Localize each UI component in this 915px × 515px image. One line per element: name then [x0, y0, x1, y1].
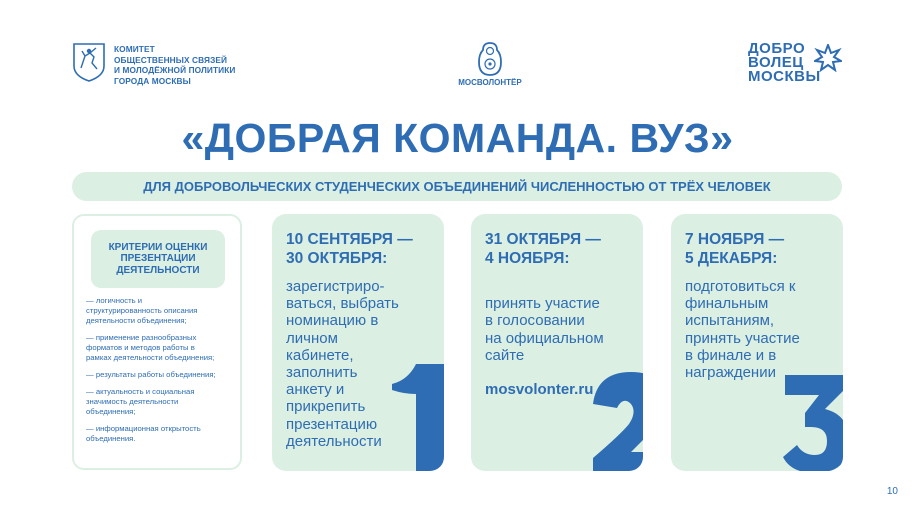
logo-line-3: МОСКВЫ [748, 68, 821, 85]
mosvolonter-name: МОСВОЛОНТЁР [458, 78, 522, 87]
criteria-box [72, 214, 242, 470]
page-number: 10 [886, 486, 898, 497]
moscow-coat-of-arms-icon [72, 42, 106, 82]
criteria-item: — информационная открытость объединения. [86, 424, 201, 443]
mosvolonter-link[interactable]: mosvolonter.ru [485, 381, 594, 399]
logo-line-2: ВОЛЕЦ [748, 54, 804, 71]
stage-number-3 [781, 369, 843, 471]
stage-card-1 [272, 214, 444, 471]
criteria-list [86, 296, 236, 451]
stage-card-2 [471, 214, 643, 471]
stage-3-text: подготовиться к финальным испытаниям, принять участие в финале и в награждении [685, 278, 800, 382]
matryoshka-icon [475, 42, 505, 76]
criteria-title: КРИТЕРИИ ОЦЕНКИ ПРЕЗЕНТАЦИИ ДЕЯТЕЛЬНОСТИ [91, 230, 225, 288]
stage-2-date: 31 ОКТЯБРЯ — 4 НОЯБРЯ: [485, 231, 601, 267]
criteria-item: — применение разнообразных форматов и методов работы в рамках деятельности объединения; [86, 333, 215, 362]
logo-line-1: ДОБРО [748, 40, 806, 57]
stage-2-text-main: принять участие в голосовании на официальном сайте [485, 295, 604, 364]
stage-3-date: 7 НОЯБРЯ — 5 ДЕКАБРЯ: [685, 231, 785, 267]
criteria-item: — актуальность и социальная значимость деятельности объединения; [86, 387, 195, 416]
stage-1-text: зарегистриро- ваться, выбрать номинацию в личном кабинете, заполнить анкету и прикрепить презентацию деятельности [286, 278, 399, 450]
page-title: «ДОБРАЯ КОМАНДА. ВУЗ» [181, 115, 734, 161]
committee-logo [72, 42, 242, 86]
dobrovolets-moskvy-logo [748, 42, 848, 92]
committee-name: КОМИТЕТ ОБЩЕСТВЕННЫХ СВЯЗЕЙ И МОЛОДЁЖНОЙ ПОЛИТИКИ ГОРОДА МОСКВЫ [114, 44, 236, 86]
star-icon [814, 44, 842, 72]
mosvolonter-logo [440, 42, 540, 88]
stage-1-date: 10 СЕНТЯБРЯ — 30 ОКТЯБРЯ: [286, 231, 413, 267]
criteria-item: — результаты работы объединения; [86, 370, 216, 379]
subtitle-banner: ДЛЯ ДОБРОВОЛЬЧЕСКИХ СТУДЕНЧЕСКИХ ОБЪЕДИНЕНИЙ ЧИСЛЕННОСТЬЮ ОТ ТРЁХ ЧЕЛОВЕК [72, 172, 842, 201]
criteria-item: — логичность и структурированность описания деятельности объединения; [86, 296, 198, 325]
stage-card-3 [671, 214, 843, 471]
stage-2-text [485, 278, 604, 398]
